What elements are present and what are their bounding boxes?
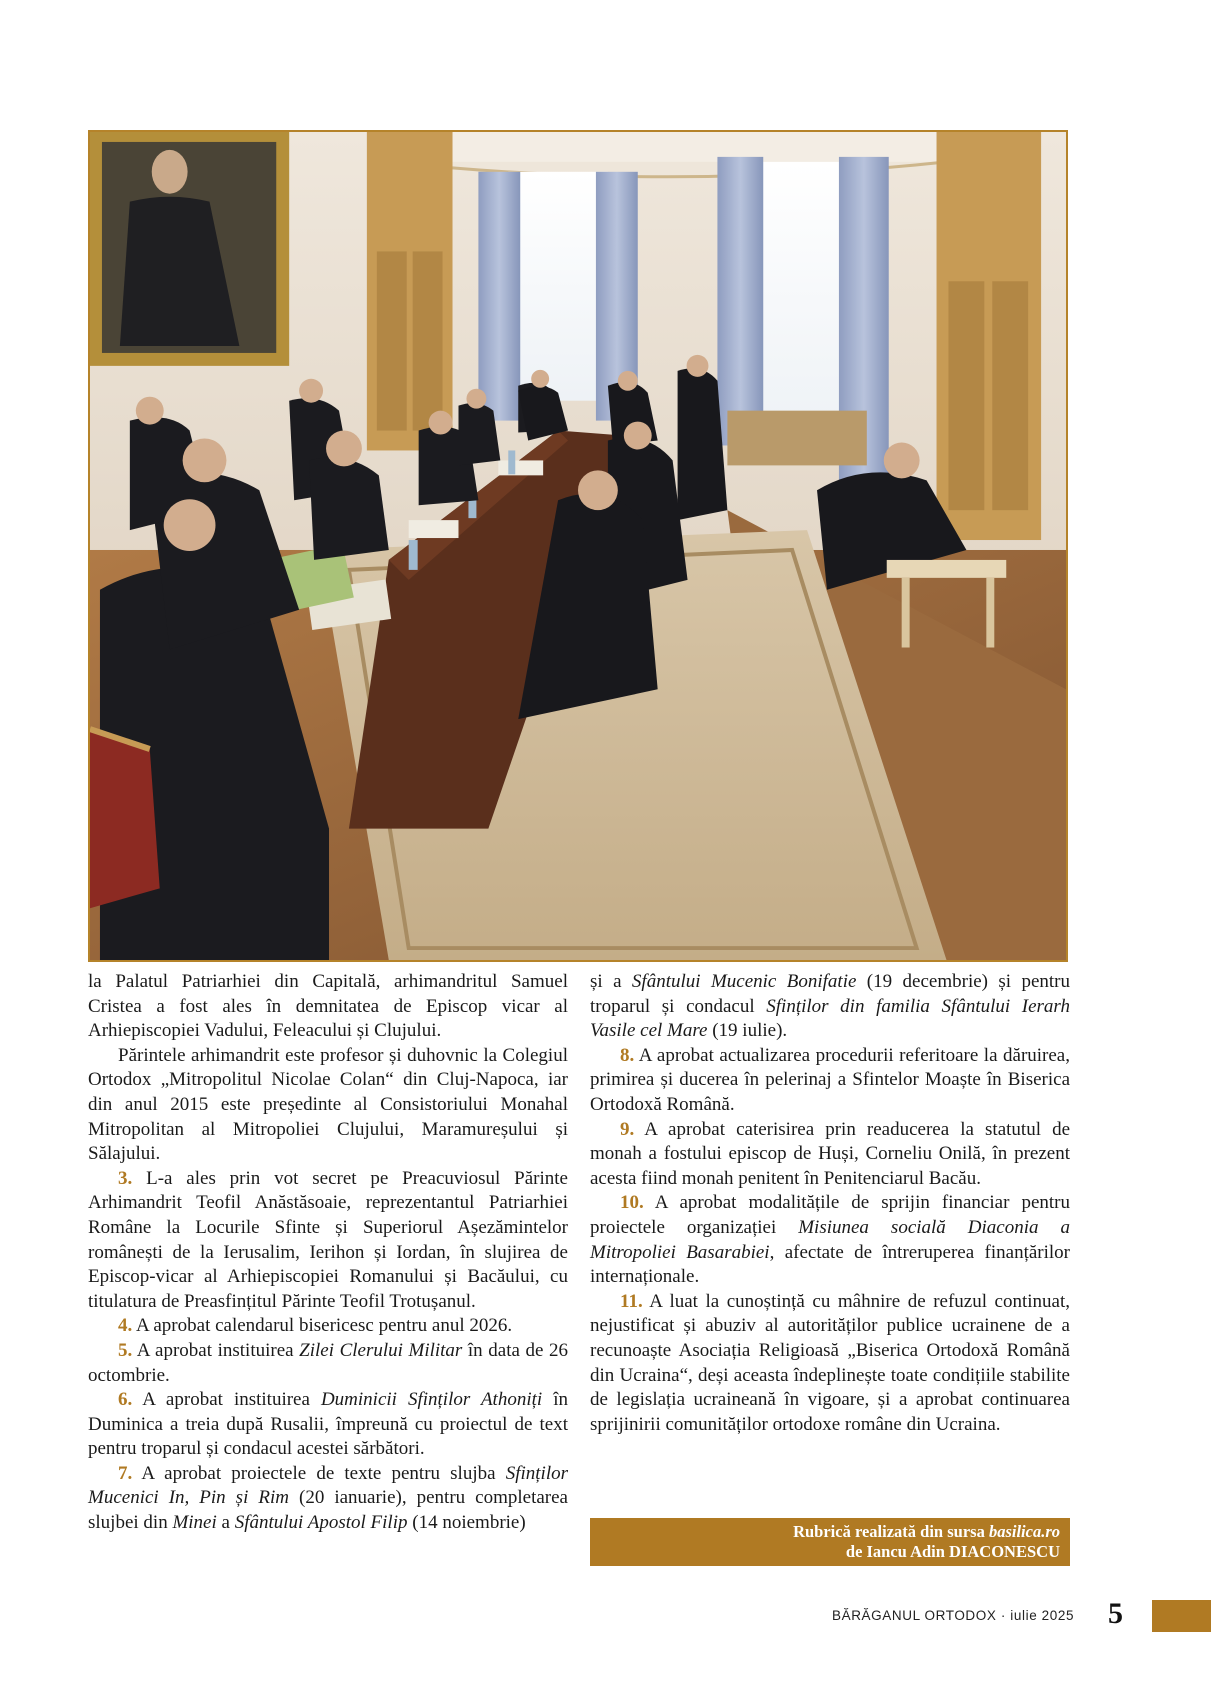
paragraph-text: A aprobat proiectele de texte pentru slujba xyxy=(132,1462,506,1484)
italic-title: Sfinților din familia Sfântului Ierarh Vasile cel Mare xyxy=(590,995,1070,1042)
item-number: 3. xyxy=(118,1167,133,1189)
article-paragraph xyxy=(590,1118,1070,1192)
paragraph-text: A aprobat instituirea xyxy=(132,1389,321,1411)
item-number: 11. xyxy=(620,1290,643,1312)
credit-line-1: Rubrică realizată din sursa basilica.ro xyxy=(793,1522,1060,1541)
paragraph-text: în data de 26 octombrie. xyxy=(88,1339,569,1386)
article-paragraph xyxy=(88,1462,568,1536)
paragraph-text: (20 ianuarie), pentru completarea slujbei din xyxy=(88,1487,568,1534)
publication-footer: BĂRĂGANUL ORTODOX · iulie 2025 xyxy=(832,1608,1075,1623)
article-paragraph xyxy=(88,1388,568,1462)
paragraph-text: A aprobat calendarul bisericesc pentru anul 2026. xyxy=(132,1315,513,1337)
meeting-room-illustration xyxy=(90,132,1066,960)
article-paragraph xyxy=(88,970,568,1044)
paragraph-text: a xyxy=(216,1512,235,1534)
italic-title: Sfântului Mucenic Bonifatie xyxy=(631,971,857,992)
source-credit-box xyxy=(590,1518,1070,1566)
paragraph-text: A aprobat caterisirea prin readucerea la statutul de monah a fostului episcop de Huși, Corneliu Onilă, în prezent acesta fiind monah penitent în Penitenciarul Bacău. xyxy=(590,1118,1070,1189)
italic-title: Sfântului Apostol Filip xyxy=(234,1512,408,1534)
paragraph-text: (19 iulie). xyxy=(707,1020,788,1042)
credit-source-link: basilica.ro xyxy=(988,1522,1060,1541)
paragraph-text: , afectate de întreruperea finanțărilor internaționale. xyxy=(590,1241,1070,1288)
article-paragraph xyxy=(590,1191,1070,1289)
item-number: 8. xyxy=(620,1044,635,1066)
page-number: 5 xyxy=(1108,1597,1123,1630)
italic-title: Sfinților Mucenici In, Pin și Rim xyxy=(88,1462,568,1509)
italic-title: Duminicii Sfinților Athoniți xyxy=(320,1389,543,1411)
paragraph-text: A luat la cunoștință cu mâhnire de refuzul continuat, nejustificat și abuziv al autorităților publice ucrainene de a recunoaște Asociația Religioasă „Biserica Ortodoxă Română din Ucraina“, deși aceasta îndeplinește toate condițiile stabilite de legislația ucraineană în vigoare, și a aprobat continuarea sprijinirii comunităților ortodoxe române din Ucraina. xyxy=(590,1290,1070,1435)
article-paragraph xyxy=(590,1044,1070,1118)
article-photo xyxy=(88,130,1068,962)
article-column-left xyxy=(88,970,568,1536)
article-paragraph xyxy=(88,1339,568,1388)
paragraph-text: (14 noiembrie) xyxy=(407,1512,526,1534)
article-paragraph xyxy=(590,970,1070,1044)
item-number: 4. xyxy=(118,1315,133,1337)
item-number: 5. xyxy=(118,1339,133,1361)
paragraph-text: A aprobat actualizarea procedurii referitoare la dăruirea, primirea și ducerea în pelerinaj a Sfintelor Moaște în Biserica Ortodoxă Română. xyxy=(590,1044,1070,1115)
item-number: 10. xyxy=(620,1192,644,1214)
credit-author: de Iancu Adin DIACONESCU xyxy=(845,1542,1060,1561)
item-number: 7. xyxy=(118,1462,133,1484)
italic-title: Zilei Clerului Militar xyxy=(299,1339,463,1361)
paragraph-text: L-a ales prin vot secret pe Preacuviosul Părinte Arhimandrit Teofil Anăstăsoaie, reprezentantul Patriarhiei Române la Locurile Sfinte și Superiorul Așezămintelor românești de la Ierusalim, Ierihon și Iordan, în slujirea de Episcop-vicar al Arhiepiscopiei Romanului și Bacăului, cu titulatura de Preasfințitul Părinte Teofil Trotușanul. xyxy=(88,1167,568,1312)
article-paragraph xyxy=(88,1044,568,1167)
paragraph-text: A aprobat modalitățile de sprijin financiar pentru proiectele organizației xyxy=(590,1192,1070,1238)
article-paragraph xyxy=(590,1290,1070,1438)
paragraph-text: la Palatul Patriarhiei din Capitală, arhimandritul Samuel Cristea a fost ales în demnitatea de Episcop vicar al Arhiepiscopiei Vadului, Feleacului și Clujului. xyxy=(88,971,568,1042)
paragraph-text: în Duminica a treia după Rusalii, împreună cu proiectul de text pentru troparul și condacul acestei sărbători. xyxy=(88,1389,568,1460)
paragraph-text: A aprobat instituirea xyxy=(132,1339,300,1361)
italic-title: Minei xyxy=(172,1512,217,1534)
article-paragraph xyxy=(88,1314,568,1339)
italic-title: Misiunea socială Diaconia a Mitropoliei Basarabiei xyxy=(590,1216,1070,1263)
item-number: 9. xyxy=(620,1118,635,1140)
paragraph-text: (19 decembrie) și pentru troparul și condacul xyxy=(590,971,1070,1017)
footer-accent-bar xyxy=(1152,1600,1211,1632)
article-column-right xyxy=(590,970,1070,1437)
paragraph-text: Părintele arhimandrit este profesor și duhovnic la Colegiul Ortodox „Mitropolitul Nicolae Colan“ din Cluj-Napoca, iar din anul 2015 este președinte al Consistoriului Monahal Mitropolitan al Mitropoliei Clujului, Maramureșului și Sălajului. xyxy=(88,1044,568,1165)
item-number: 6. xyxy=(118,1389,133,1411)
paragraph-text: și a xyxy=(590,971,632,992)
article-paragraph xyxy=(88,1167,568,1315)
